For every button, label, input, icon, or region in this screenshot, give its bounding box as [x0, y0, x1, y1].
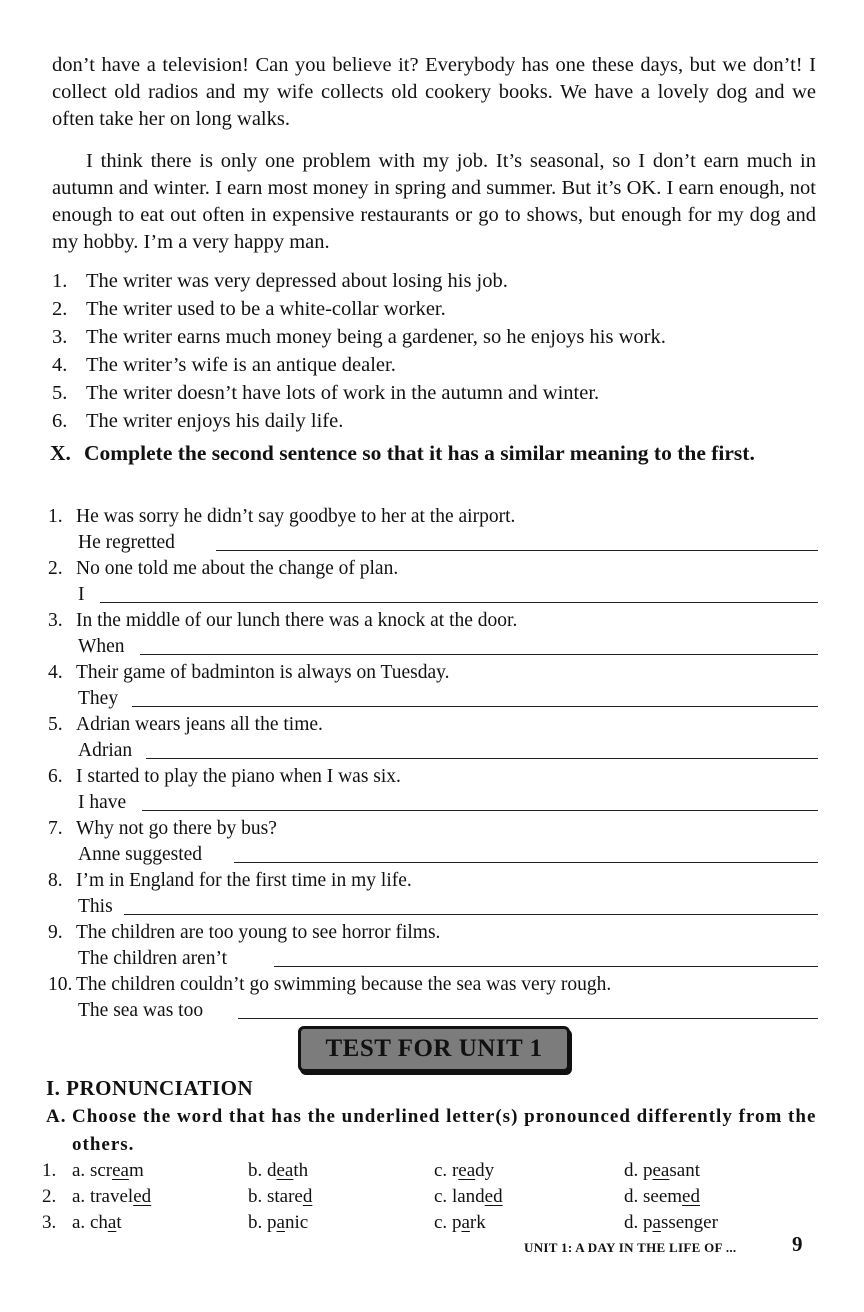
item-starter: The children aren’t	[78, 948, 228, 969]
statement-6: 6. The writer enjoys his daily life.	[52, 410, 344, 432]
option-a[interactable]: a. traveled	[72, 1186, 152, 1207]
exercise-item-7: 7. Why not go there by bus? Anne suggested	[48, 816, 818, 868]
item-question: No one told me about the change of plan.	[76, 558, 399, 579]
option-d[interactable]: d. peasant	[624, 1160, 700, 1181]
pronunciation-row-2: 2. a. traveled b. stared c. landed d. seemed	[42, 1184, 822, 1210]
option-b[interactable]: b. death	[248, 1160, 309, 1181]
answer-line[interactable]	[124, 914, 818, 915]
item-question: The children couldn’t go swimming because the sea was very rough.	[76, 974, 612, 995]
item-question: Their game of badminton is always on Tuesday.	[76, 662, 450, 683]
option-a[interactable]: a. scream	[72, 1160, 144, 1181]
item-starter: I	[78, 584, 85, 605]
exercise-item-5: 5. Adrian wears jeans all the time. Adrian	[48, 712, 818, 764]
statement-3: 3. The writer earns much money being a gardener, so he enjoys his work.	[52, 326, 666, 348]
option-a[interactable]: a. chat	[72, 1212, 122, 1233]
option-d[interactable]: d. seemed	[624, 1186, 700, 1207]
item-question: Adrian wears jeans all the time.	[76, 714, 323, 735]
statement-1: 1. The writer was very depressed about losing his job.	[52, 270, 508, 292]
answer-line[interactable]	[274, 966, 818, 967]
item-question: The children are too young to see horror films.	[76, 922, 441, 943]
exercise-item-10: 10. The children couldn’t go swimming because the sea was very rough. The sea was too	[48, 972, 818, 1024]
item-starter: Adrian	[78, 740, 133, 761]
answer-line[interactable]	[146, 758, 818, 759]
exercise-item-3: 3. In the middle of our lunch there was a knock at the door. When	[48, 608, 818, 660]
statement-4: 4. The writer’s wife is an antique dealer.	[52, 354, 396, 376]
item-starter: The sea was too	[78, 1000, 204, 1021]
item-starter: He regretted	[78, 532, 175, 553]
item-starter: I have	[78, 792, 127, 813]
answer-line[interactable]	[216, 550, 818, 551]
statement-5: 5. The writer doesn’t have lots of work in the autumn and winter.	[52, 382, 600, 404]
item-question: In the middle of our lunch there was a knock at the door.	[76, 610, 518, 631]
exercise-item-2: 2. No one told me about the change of plan. I	[48, 556, 818, 608]
exercise-item-1: 1. He was sorry he didn’t say goodbye to her at the airport. He regretted	[48, 504, 818, 556]
option-c[interactable]: c. ready	[434, 1160, 495, 1181]
answer-line[interactable]	[100, 602, 818, 603]
item-starter: When	[78, 636, 125, 657]
section-x-title: Complete the second sentence so that it has a similar meaning to the first.	[84, 441, 755, 465]
item-question: I’m in England for the first time in my life.	[76, 870, 412, 891]
pronunciation-row-3: 3. a. chat b. panic c. park d. passenger	[42, 1210, 822, 1236]
answer-line[interactable]	[238, 1018, 818, 1019]
running-footer: UNIT 1: A DAY IN THE LIFE OF ...	[524, 1240, 737, 1255]
pronunciation-row-1: 1. a. scream b. death c. ready d. peasant	[42, 1158, 822, 1184]
exercise-item-4: 4. Their game of badminton is always on Tuesday. They	[48, 660, 818, 712]
exercise-item-8: 8. I’m in England for the first time in my life. This	[48, 868, 818, 920]
pronunciation-instruction: A. Choose the word that has the underlined letter(s) pronounced differently from the others.	[46, 1106, 817, 1155]
reading-paragraph-1: don’t have a television! Can you believe it? Everybody has one these days, but we don’t! I collect old radios and my wife collects old cookery books. We have a lovely dog and we often take her on long walks.	[52, 54, 816, 130]
pronunciation-title: I. PRONUNCIATION	[46, 1076, 254, 1100]
option-c[interactable]: c. landed	[434, 1186, 503, 1207]
option-b[interactable]: b. stared	[248, 1186, 313, 1207]
test-unit-banner: TEST FOR UNIT 1	[298, 1026, 570, 1072]
exercise-item-9: 9. The children are too young to see horror films. The children aren’t	[48, 920, 818, 972]
answer-line[interactable]	[132, 706, 818, 707]
option-c[interactable]: c. park	[434, 1212, 486, 1233]
answer-line[interactable]	[142, 810, 818, 811]
section-x-heading	[50, 438, 820, 468]
option-d[interactable]: d. passenger	[624, 1212, 718, 1233]
item-question: I started to play the piano when I was six.	[76, 766, 401, 787]
item-starter: This	[78, 896, 113, 917]
answer-line[interactable]	[140, 654, 818, 655]
item-starter: Anne suggested	[78, 844, 203, 865]
item-question: He was sorry he didn’t say goodbye to her at the airport.	[76, 506, 516, 527]
section-x-roman: X.	[50, 441, 71, 465]
answer-line[interactable]	[234, 862, 818, 863]
exercise-item-6: 6. I started to play the piano when I was six. I have	[48, 764, 818, 816]
option-b[interactable]: b. panic	[248, 1212, 309, 1233]
reading-paragraph-2: I think there is only one problem with my job. It’s seasonal, so I don’t earn much in autumn and winter. I earn most money in spring and summer. But it’s OK. I earn enough, not enough to eat out often in expensive restaurants or go to shows, but enough for my dog and my hobby. I’m a very happy man.	[52, 150, 816, 253]
page-number: 9	[792, 1232, 803, 1256]
item-starter: They	[78, 688, 119, 709]
item-question: Why not go there by bus?	[76, 818, 277, 839]
statement-2: 2. The writer used to be a white-collar worker.	[52, 298, 446, 320]
